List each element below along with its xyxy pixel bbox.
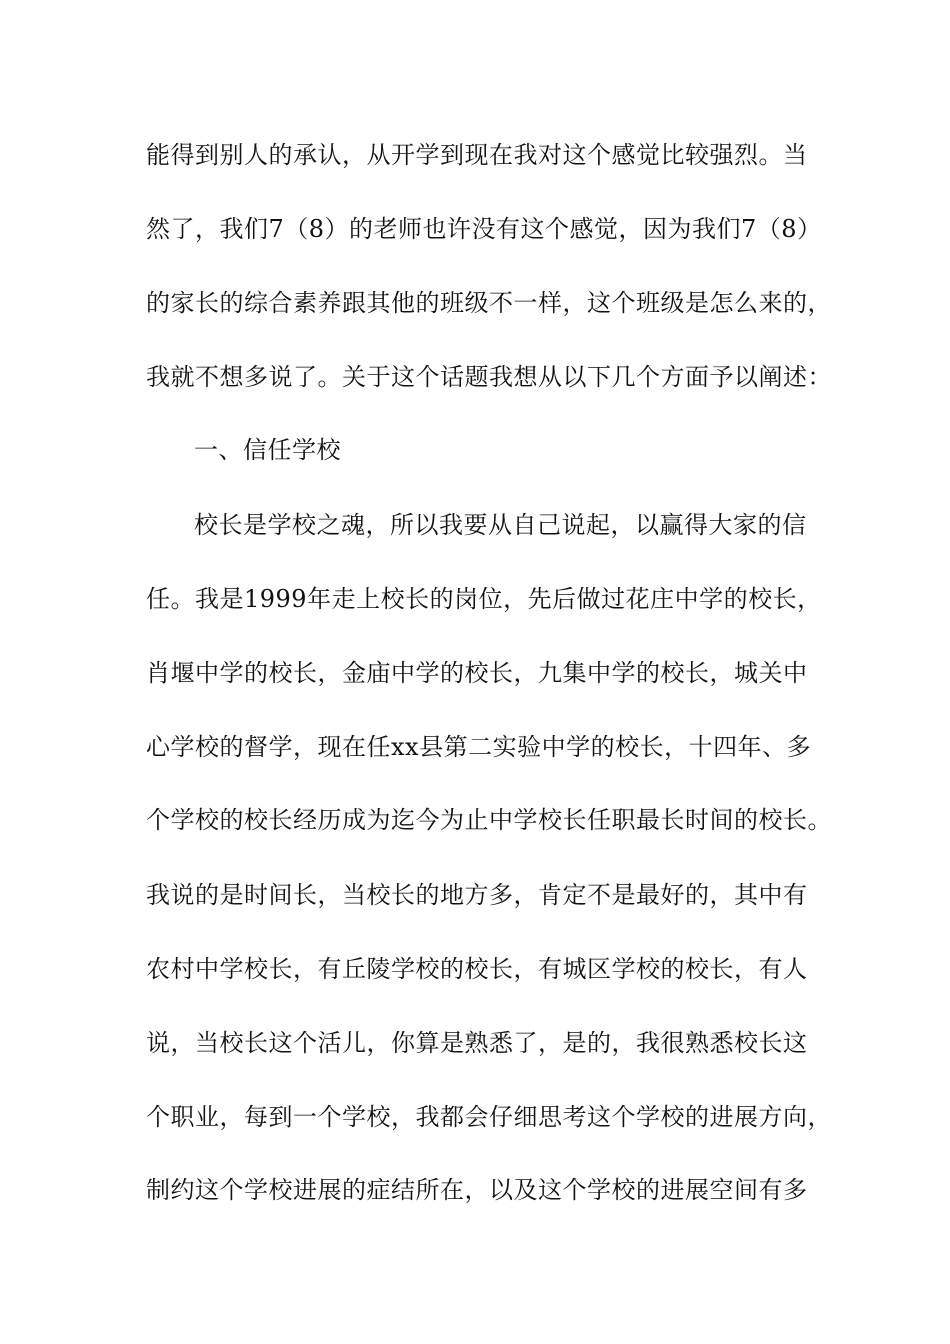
body-text-line: 肖堰中学的校长，金庙中学的校长，九集中学的校长，城关中	[146, 659, 808, 687]
section-heading: 一、信任学校	[194, 436, 341, 464]
body-text-line: 的家长的综合素养跟其他的班级不一样，这个班级是怎么来的，	[146, 289, 832, 317]
body-text-line: 我就不想多说了。关于这个话题我想从以下几个方面予以阐述：	[146, 363, 832, 391]
body-text-line: 我说的是时间长，当校长的地方多，肯定不是最好的，其中有	[146, 881, 808, 909]
body-text-line: 制约这个学校进展的症结所在，以及这个学校的进展空间有多	[146, 1176, 808, 1204]
body-text-line: 心学校的督学，现在任xx县第二实验中学的校长，十四年、多	[146, 733, 812, 761]
body-text-line: 校长是学校之魂，所以我要从自己说起，以赢得大家的信	[194, 511, 807, 539]
body-text-line: 然了，我们7（8）的老师也许没有这个感觉，因为我们7（8）	[146, 215, 822, 243]
body-text-line: 个学校的校长经历成为迄今为止中学校长任职最长时间的校长。	[146, 806, 832, 834]
body-text-line: 任。我是1999年走上校长的岗位，先后做过花庄中学的校长，	[146, 585, 822, 613]
body-text-line: 说，当校长这个活儿，你算是熟悉了，是的，我很熟悉校长这	[146, 1029, 808, 1057]
body-text-line: 农村中学校长，有丘陵学校的校长，有城区学校的校长，有人	[146, 955, 808, 983]
body-text-line: 个职业，每到一个学校，我都会仔细思考这个学校的进展方向，	[146, 1103, 832, 1131]
body-text-line: 能得到别人的承认，从开学到现在我对这个感觉比较强烈。当	[146, 141, 808, 169]
